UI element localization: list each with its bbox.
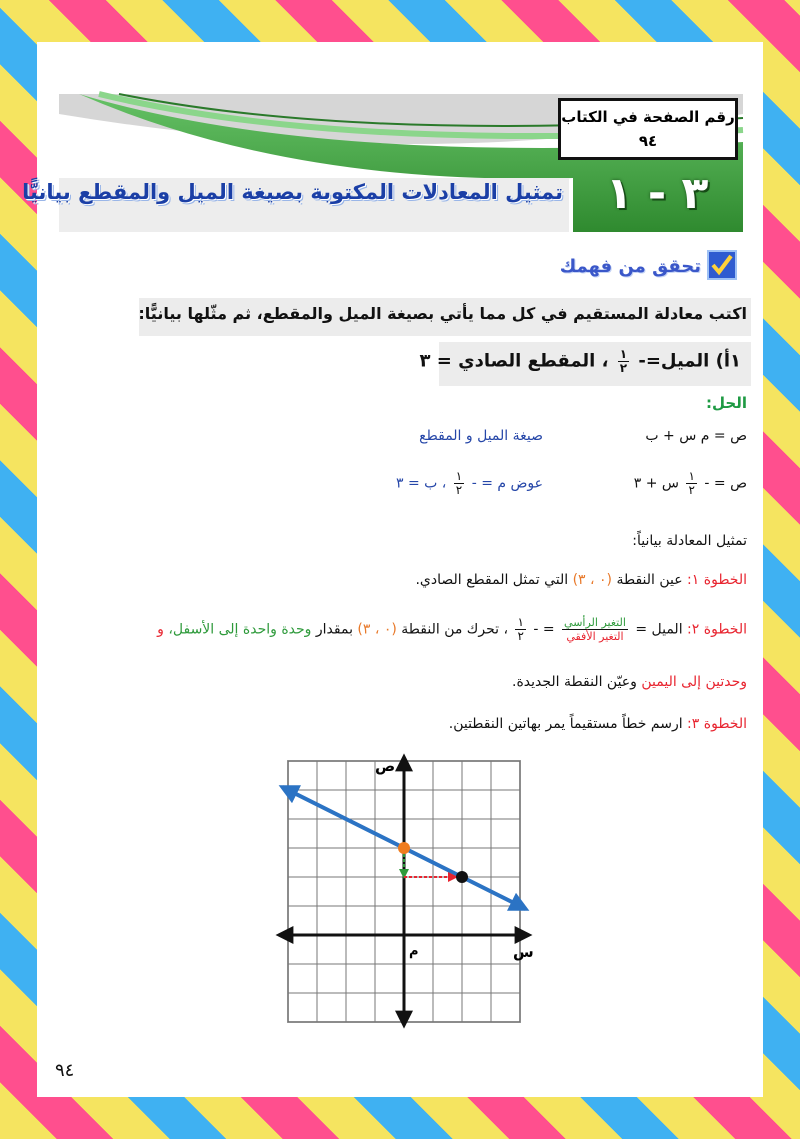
solution-note-1: صيغة الميل و المقطع	[419, 428, 543, 444]
solution-label: الحل:	[706, 394, 747, 412]
section-title: تمثيل المعادلات المكتوبة بصيغة الميل والمقطع بيانيًّا	[22, 180, 563, 204]
problem-slope: الميل=-	[638, 350, 710, 372]
step-2-and: و	[157, 621, 164, 638]
graph-instruction: تمثيل المعادلة بيانياً:	[632, 533, 747, 549]
run-label: التغير الأفقي	[566, 630, 624, 643]
step-3	[237, 716, 747, 732]
step-2-point: (٠ ، ٣)	[357, 621, 397, 638]
section-number: ٣ - ١	[605, 168, 709, 219]
step-2-equals: = -	[533, 621, 555, 638]
fraction-denominator: ٢	[619, 361, 628, 375]
check-understanding-title: تحقق من فهمك	[559, 256, 701, 277]
fraction-numerator: ١	[517, 615, 524, 629]
step-2-slope: الميل =	[635, 621, 683, 638]
page-sheet	[22, 42, 763, 1097]
coordinate-graph	[279, 757, 534, 1025]
fraction-denominator: ٢	[517, 629, 524, 643]
fraction-denominator: ٢	[688, 483, 695, 497]
checkmark-icon	[707, 250, 737, 280]
solution-equation-1: ص = م س + ب	[645, 428, 747, 444]
y-intercept-point	[398, 842, 410, 854]
step-1	[237, 572, 747, 588]
problem-statement	[419, 347, 741, 375]
step-2-mark: وعيّن النقطة الجديدة.	[512, 674, 637, 690]
step-2-fraction	[515, 616, 525, 643]
fraction-denominator: ٢	[455, 483, 463, 497]
substitute-b: ، ب = ٣	[396, 475, 447, 492]
rise-label: التغير الرأسي	[564, 616, 626, 629]
step-2-continued	[237, 674, 747, 690]
page-reference-label: رقم الصفحة في الكتاب	[561, 108, 735, 126]
equation-2-end: س + ٣	[633, 475, 680, 492]
step-2-by: بمقدار	[315, 621, 353, 638]
origin-label: م	[409, 944, 419, 959]
page-reference-box	[558, 98, 738, 160]
fraction-numerator: ١	[619, 347, 628, 361]
step-3-text: ارسم خطاً مستقيماً يمر بهاتين النقطتين.	[448, 716, 683, 732]
step-2-down: وحدة واحدة إلى الأسفل،	[168, 621, 312, 638]
equation-2-start: ص = -	[704, 475, 747, 492]
fraction-numerator: ١	[688, 469, 695, 483]
solution-note-2	[337, 470, 543, 497]
step-1-text-b: التي تمثل المقطع الصادي.	[415, 572, 569, 588]
instruction-text: اكتب معادلة المستقيم في كل مما يأتي بصيغة الميل والمقطع، ثم مثّلها بيانيًّا:	[138, 304, 747, 323]
solution-equation-2	[557, 470, 747, 497]
x-axis-label: س	[513, 943, 534, 961]
step-1-point: (٠ ، ٣)	[572, 572, 612, 588]
y-axis-label: ص	[375, 757, 396, 775]
rise-over-run	[562, 616, 628, 643]
step-1-text-a: عين النقطة	[616, 572, 683, 588]
step-2-right: وحدتين إلى اليمين	[641, 674, 747, 690]
page-reference-number: ٩٤	[638, 132, 658, 150]
step-3-label: الخطوة ٣:	[687, 716, 747, 732]
problem-fraction	[618, 348, 629, 375]
step-2-label: الخطوة ٢:	[687, 621, 747, 638]
page-number: ٩٤	[55, 1060, 75, 1081]
second-point	[456, 871, 468, 883]
step-2	[47, 616, 747, 643]
substitute-fraction	[454, 470, 464, 497]
substitute-text: عوض م = -	[471, 475, 543, 492]
problem-label: ١أ)	[715, 350, 741, 372]
fraction-numerator: ١	[455, 469, 463, 483]
equation-2-fraction	[686, 470, 696, 497]
step-1-label: الخطوة ١:	[687, 572, 747, 588]
step-2-move: ، تحرك من النقطة	[401, 621, 508, 638]
problem-intercept: ، المقطع الصادي = ٣	[419, 350, 609, 372]
